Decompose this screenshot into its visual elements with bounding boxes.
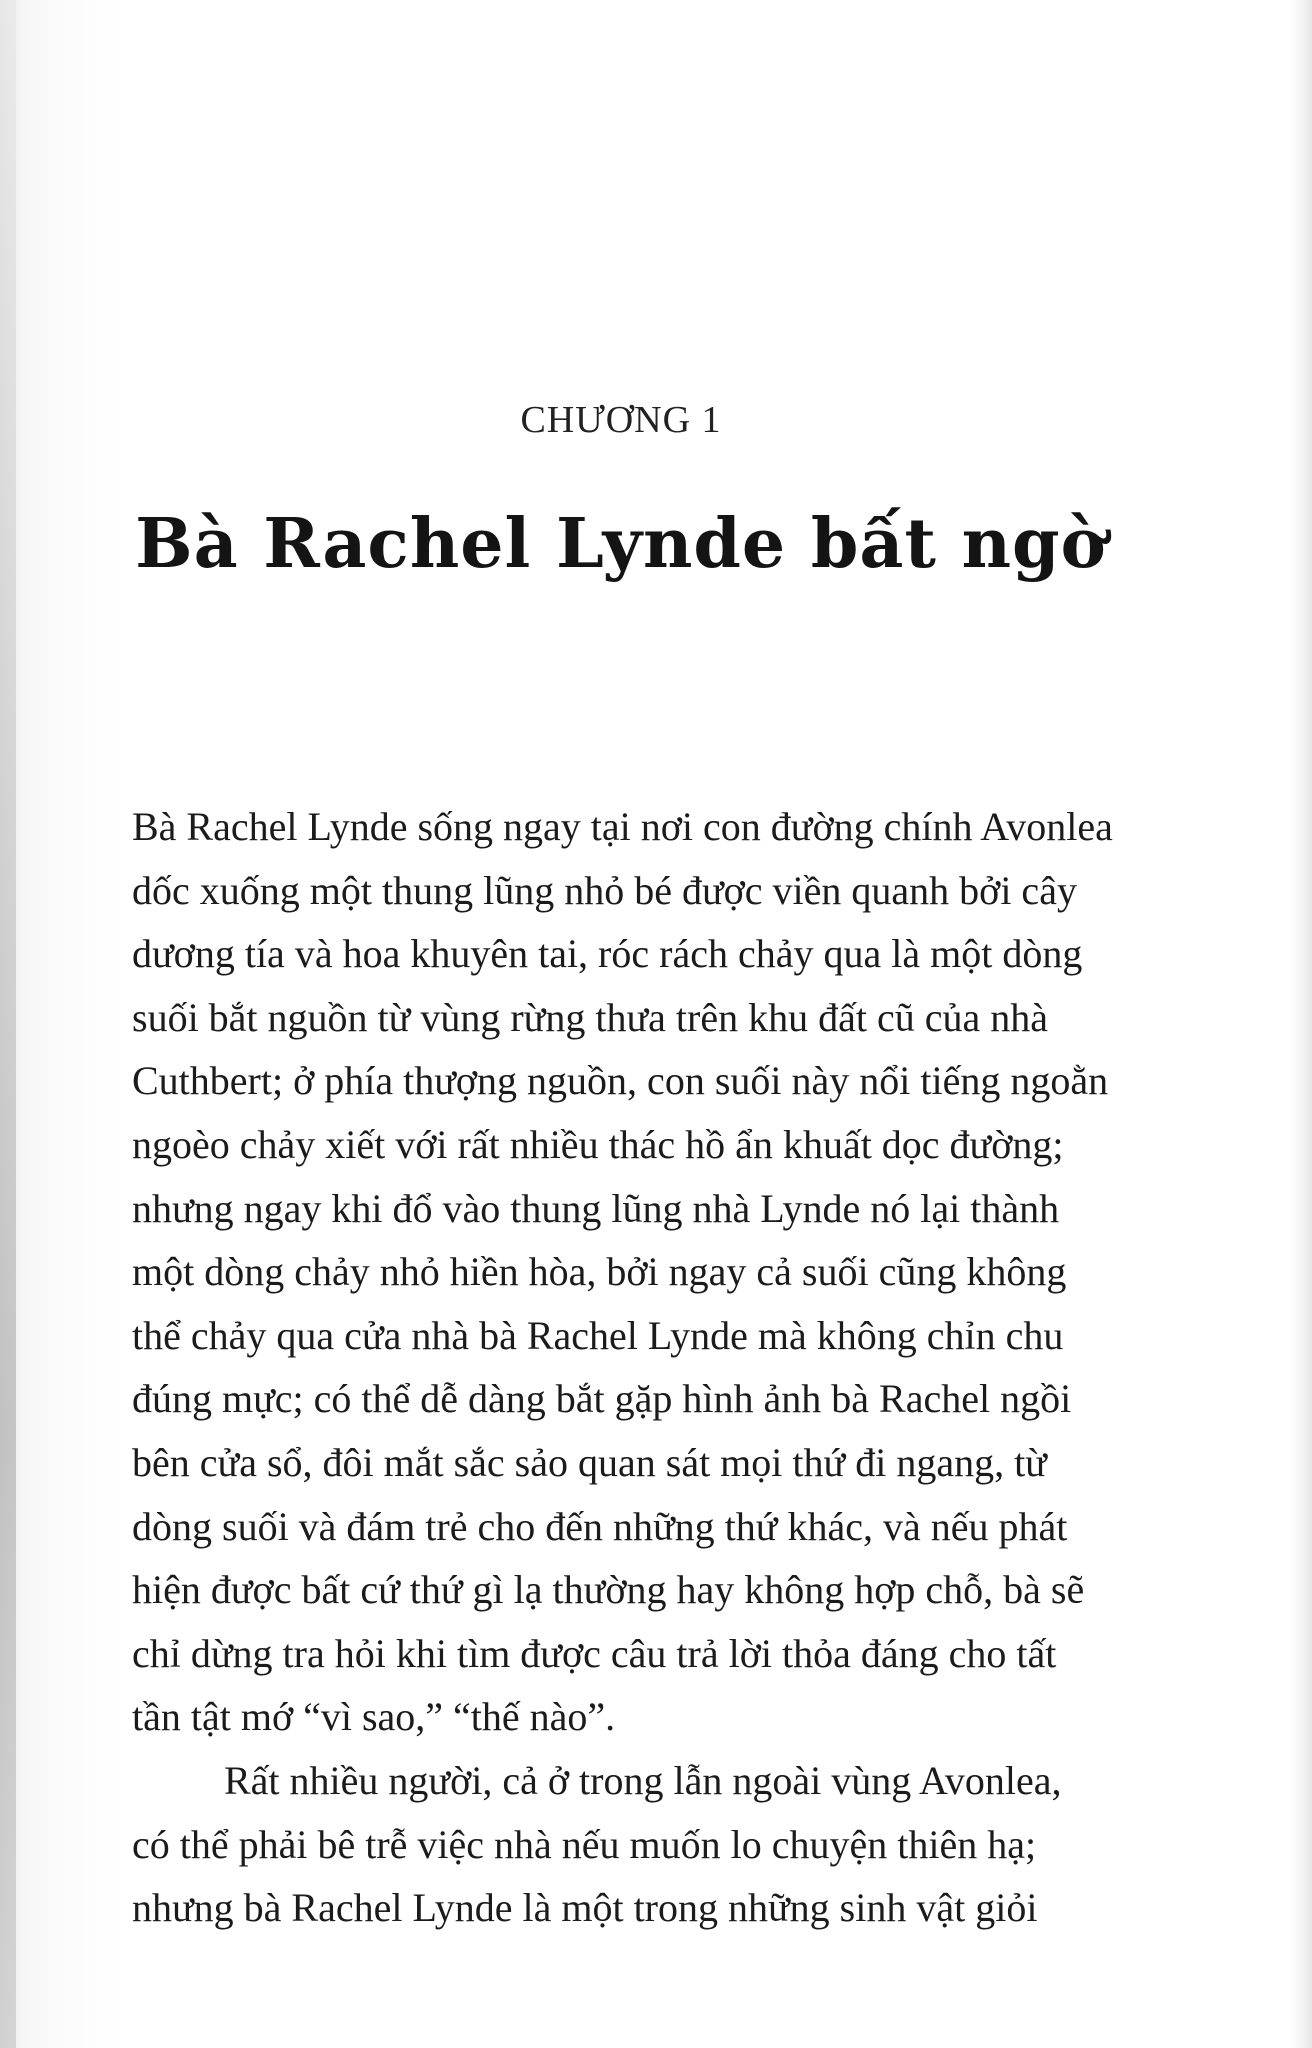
- chapter-title: Bà Rachel Lynde bất ngờ: [135, 504, 1107, 584]
- text-line: bên cửa sổ, đôi mắt sắc sảo quan sát mọi thứ đi ngang, từ: [132, 1439, 1047, 1485]
- text-line: đúng mực; có thể dễ dàng bắt gặp hình ảnh bà Rachel ngồi: [132, 1376, 1072, 1422]
- text-line: Cuthbert; ở phía thượng nguồn, con suối này nổi tiếng ngoằn: [132, 1058, 1109, 1104]
- body-text: [132, 795, 1150, 1940]
- text-line: dương tía và hoa khuyên tai, róc rách chảy qua là một dòng: [132, 931, 1083, 977]
- text-line: nhưng ngay khi đổ vào thung lũng nhà Lynde nó lại thành: [132, 1185, 1060, 1231]
- text-line: tần tật mớ “vì sao,” “thế nào”.: [132, 1694, 616, 1740]
- text-line: nhưng bà Rachel Lynde là một trong những sinh vật giỏi: [132, 1885, 1038, 1931]
- text-line: Bà Rachel Lynde sống ngay tại nơi con đường chính Avonlea: [132, 804, 1113, 849]
- text-line: ngoèo chảy xiết với rất nhiều thác hồ ẩn khuất dọc đường;: [132, 1121, 1064, 1167]
- text-line: Rất nhiều người, cả ở trong lẫn ngoài vùng Avonlea,: [224, 1757, 1062, 1803]
- text-line: thể chảy qua cửa nhà bà Rachel Lynde mà không chỉn chu: [132, 1312, 1064, 1358]
- chapter-number: CHƯƠNG 1: [520, 399, 722, 441]
- page-gutter-shadow: [0, 0, 16, 2048]
- text-line: hiện được bất cứ thứ gì lạ thường hay không hợp chỗ, bà sẽ: [132, 1567, 1085, 1613]
- text-line: một dòng chảy nhỏ hiền hòa, bởi ngay cả suối cũng không: [132, 1249, 1067, 1295]
- text-line: có thể phải bê trễ việc nhà nếu muốn lo chuyện thiên hạ;: [132, 1821, 1037, 1867]
- text-line: suối bắt nguồn từ vùng rừng thưa trên khu đất cũ của nhà: [132, 994, 1048, 1040]
- text-line: dốc xuống một thung lũng nhỏ bé được viền quanh bởi cây: [132, 867, 1077, 913]
- text-line: chỉ dừng tra hỏi khi tìm được câu trả lời thỏa đáng cho tất: [132, 1630, 1057, 1676]
- text-line: dòng suối và đám trẻ cho đến những thứ khác, và nếu phát: [132, 1503, 1068, 1549]
